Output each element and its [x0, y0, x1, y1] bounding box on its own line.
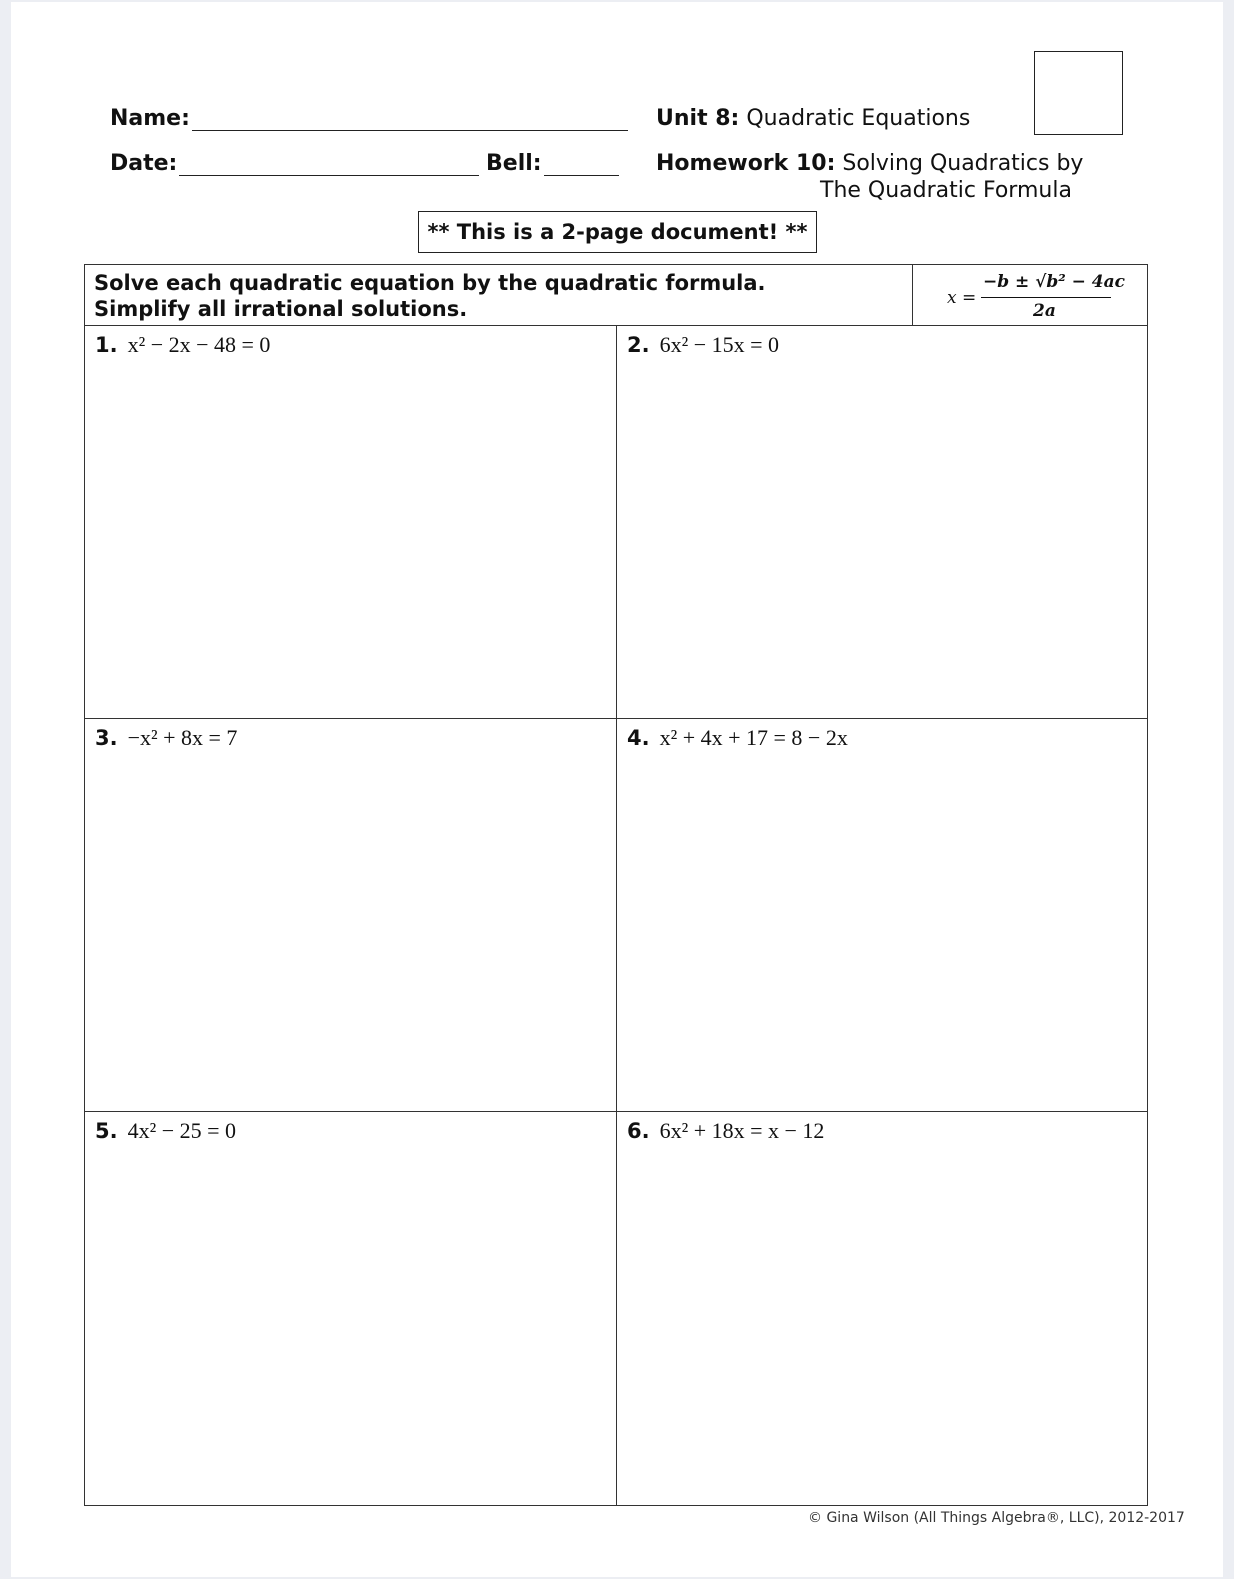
problem-number: 4.	[627, 726, 650, 750]
two-page-notice: ** This is a 2-page document! **	[418, 211, 817, 253]
date-label: Date:	[110, 151, 178, 176]
unit-title	[656, 106, 970, 131]
problem-number: 5.	[95, 1119, 118, 1143]
work-area-2[interactable]	[619, 365, 1145, 715]
problem-equation: 6x² − 15x = 0	[659, 332, 780, 357]
homework-name-line2: The Quadratic Formula	[820, 178, 1072, 203]
instructions	[94, 270, 766, 322]
problem-number: 6.	[627, 1119, 650, 1143]
work-area-5[interactable]	[87, 1151, 613, 1501]
worksheet-page	[11, 2, 1223, 1577]
work-area-1[interactable]	[87, 365, 613, 715]
formula-divider	[912, 265, 913, 325]
instructions-line2: Simplify all irrational solutions.	[94, 297, 468, 321]
problem-equation: x² − 2x − 48 = 0	[127, 332, 271, 357]
work-area-3[interactable]	[87, 758, 613, 1108]
problem-1	[95, 332, 270, 358]
row-divider-2	[85, 1111, 1147, 1112]
problem-number: 1.	[95, 333, 118, 357]
column-divider	[616, 325, 617, 1505]
bell-label: Bell:	[486, 151, 542, 176]
unit-label: Unit 8:	[656, 106, 740, 131]
score-box[interactable]	[1034, 51, 1123, 135]
problem-4	[627, 725, 848, 751]
problem-equation: 6x² + 18x = x − 12	[659, 1118, 825, 1143]
row-divider-1	[85, 718, 1147, 719]
problem-equation: 4x² − 25 = 0	[127, 1118, 237, 1143]
formula-numerator: −b ± √b² − 4ac	[983, 272, 1125, 292]
name-label: Name:	[110, 106, 190, 131]
problem-3	[95, 725, 237, 751]
problem-equation: −x² + 8x = 7	[127, 725, 238, 750]
fraction-bar	[981, 297, 1111, 298]
formula-denominator: 2a	[1033, 301, 1056, 321]
homework-name-line1: Solving Quadratics by	[842, 151, 1084, 176]
copyright-notice: © Gina Wilson (All Things Algebra®, LLC), 2012-2017	[808, 1510, 1185, 1526]
homework-label: Homework 10:	[656, 151, 836, 176]
problem-number: 2.	[627, 333, 650, 357]
problem-2	[627, 332, 779, 358]
work-area-6[interactable]	[619, 1151, 1145, 1501]
problem-6	[627, 1118, 824, 1144]
problem-number: 3.	[95, 726, 118, 750]
homework-title	[656, 151, 1083, 176]
bell-field[interactable]	[544, 175, 619, 176]
instructions-line1: Solve each quadratic equation by the quadratic formula.	[94, 271, 766, 295]
problems-grid	[84, 264, 1148, 1506]
name-field[interactable]	[192, 130, 628, 131]
problem-5	[95, 1118, 236, 1144]
date-field[interactable]	[179, 175, 479, 176]
work-area-4[interactable]	[619, 758, 1145, 1108]
unit-name: Quadratic Equations	[746, 106, 971, 131]
quadratic-formula	[947, 269, 1143, 323]
formula-lhs: x =	[947, 288, 977, 308]
problem-equation: x² + 4x + 17 = 8 − 2x	[659, 725, 848, 750]
